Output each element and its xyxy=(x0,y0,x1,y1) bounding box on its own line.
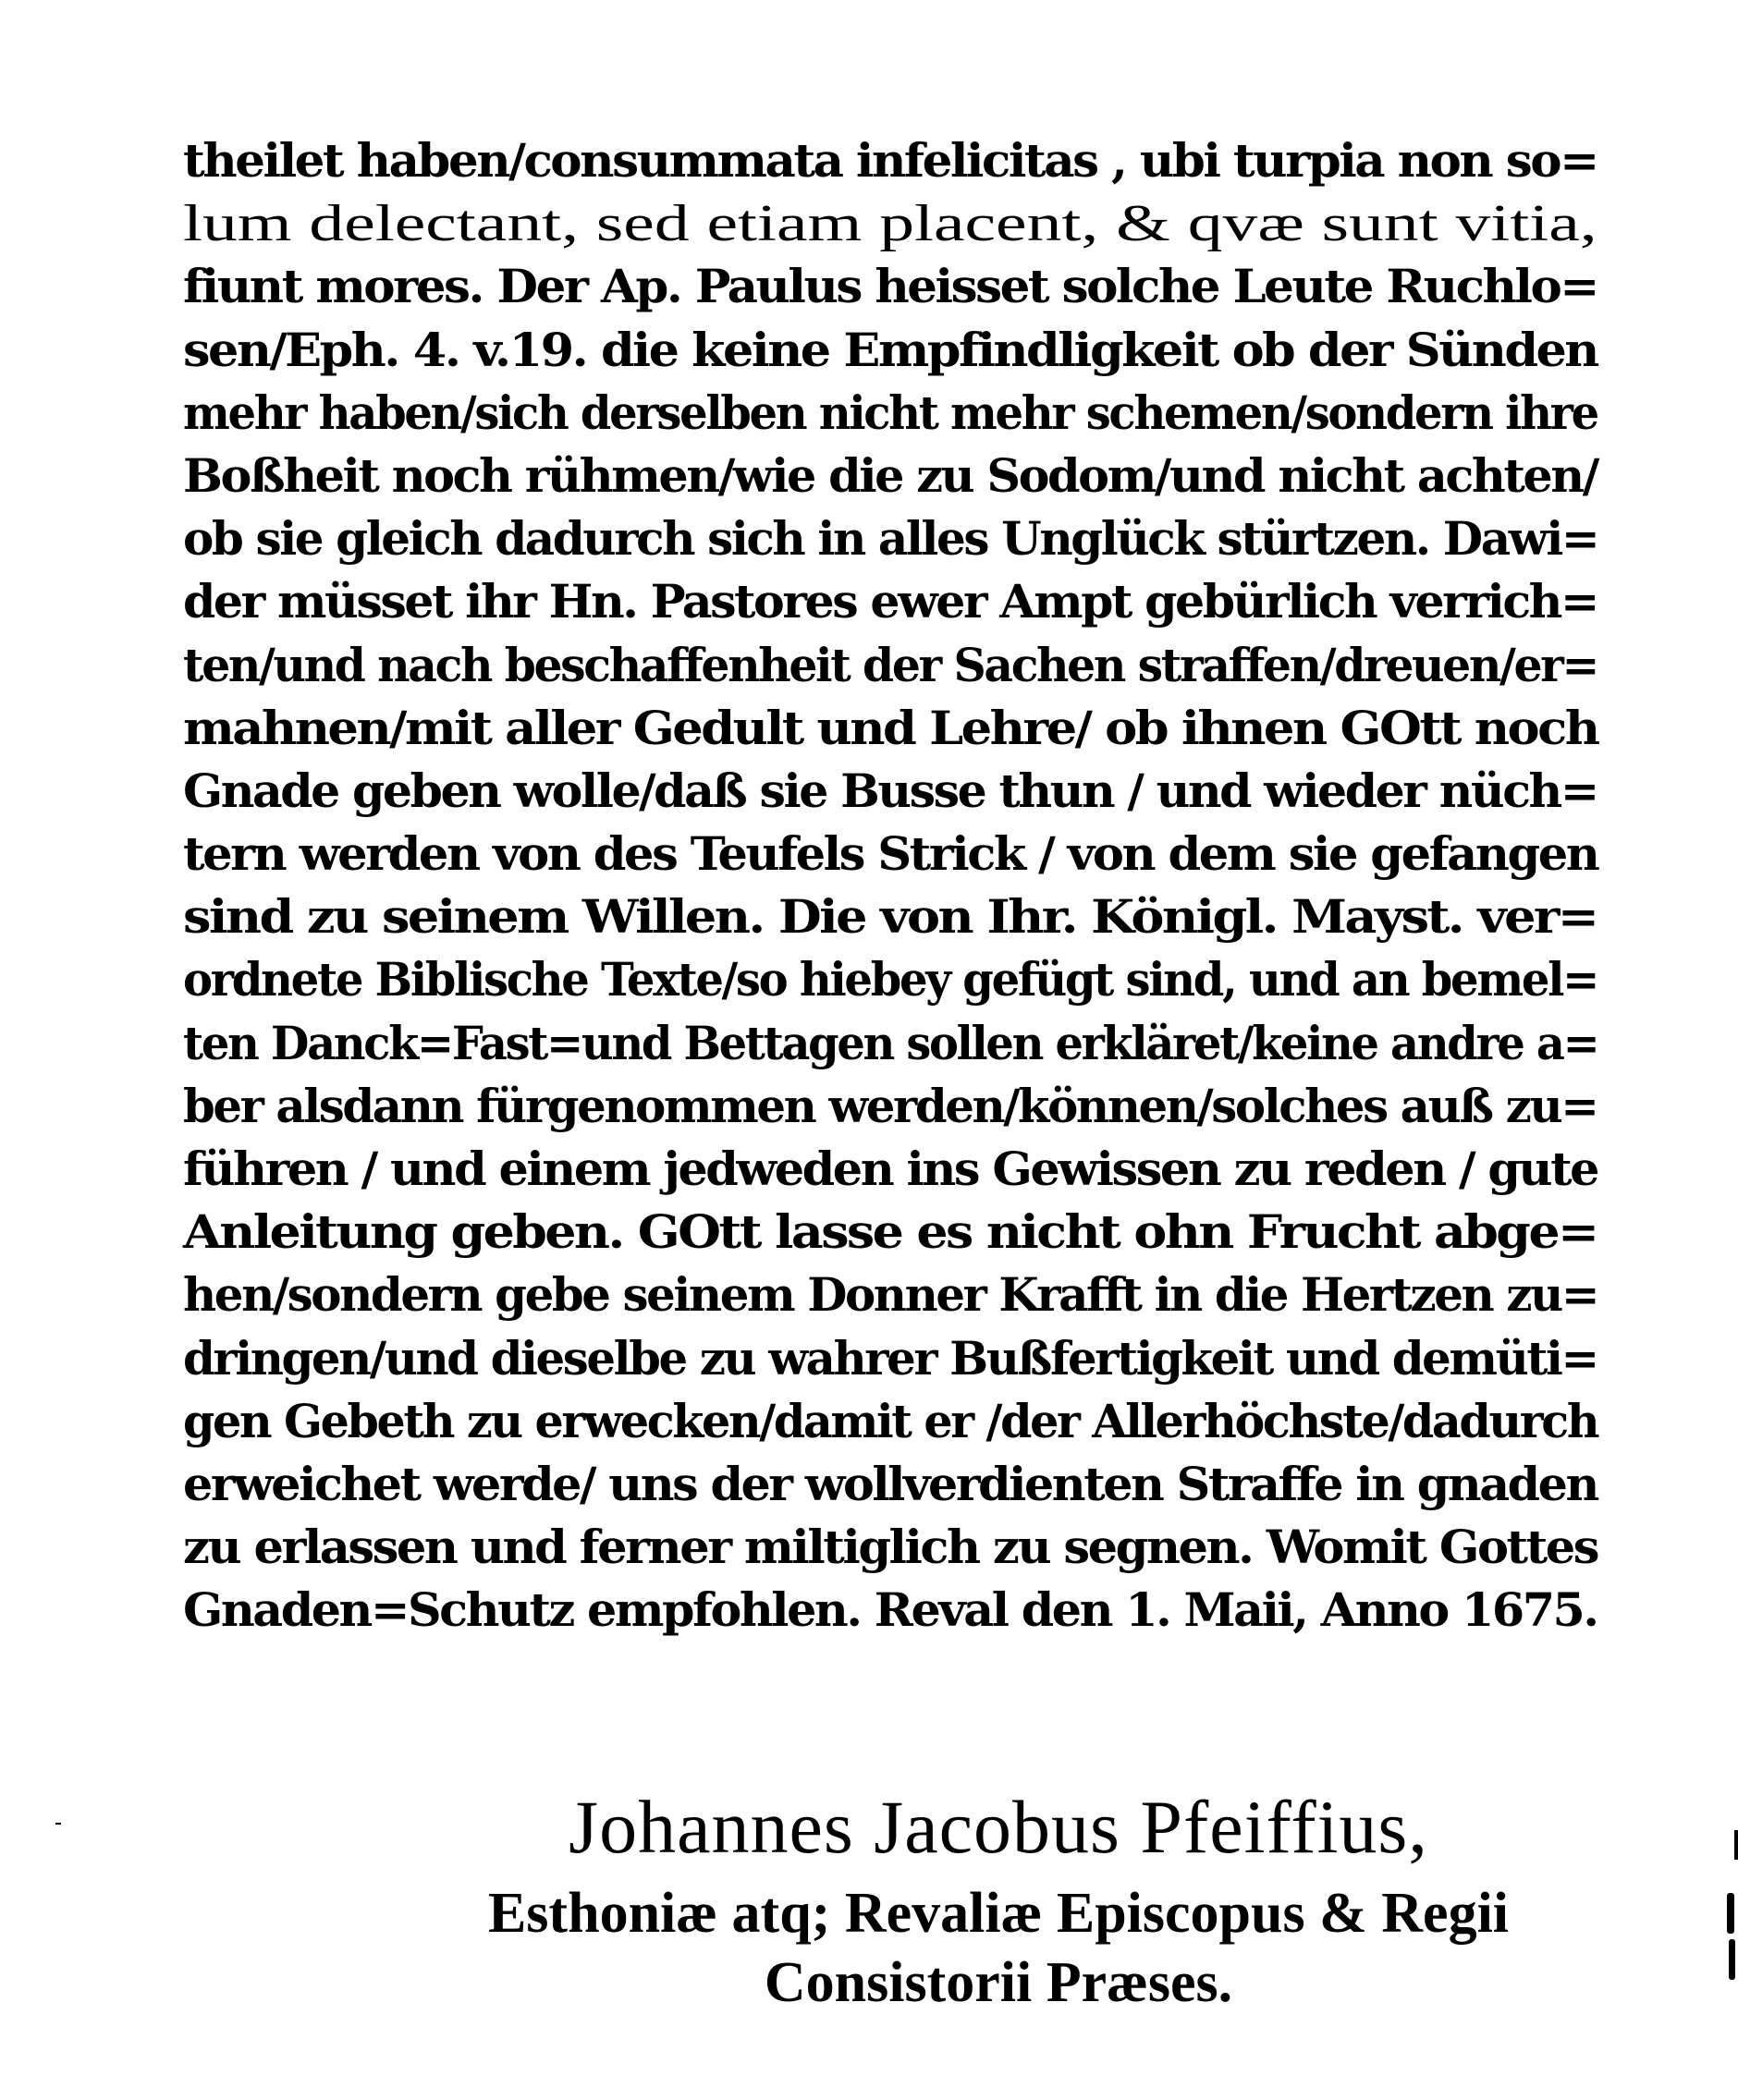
right-edge-mark-1 xyxy=(1734,1830,1738,1860)
text-line-23: zu erlassen und ferner miltiglich zu segnen. Womit Gottes xyxy=(183,1520,1597,1575)
right-edge-mark-2 xyxy=(1727,1893,1734,1934)
text-line-17: führen / und einem jedweden ins Gewissen zu reden / gute xyxy=(183,1142,1598,1196)
text-line-20: dringen/und dieselbe zu wahrer Bußfertigkeit und demüti= xyxy=(183,1330,1597,1386)
text-line-19: hen/sondern gebe seinem Donner Krafft in die Hertzen zu= xyxy=(183,1267,1598,1323)
text-line-22: erweichet werde/ uns der wollverdienten Straffe in gnaden xyxy=(183,1456,1597,1511)
text-line-15: ten Danck=Fast=und Bettagen sollen erkläret/keine andre a= xyxy=(183,1015,1598,1070)
text-line-21: gen Gebeth zu erwecken/damit er /der Allerhöchste/dadurch xyxy=(183,1393,1598,1448)
text-line-13: sind zu seinem Willen. Die von Ihr. Königl. Mayst. ver= xyxy=(183,889,1597,945)
text-line-11: Gnade geben wolle/daß sie Busse thun / und wieder nüch= xyxy=(183,763,1597,818)
text-line-9: ten/und nach beschaffenheit der Sachen straffen/dreuen/er= xyxy=(183,637,1598,692)
right-edge-mark-3 xyxy=(1729,1939,1735,1980)
body-text xyxy=(183,129,1597,1642)
signature-title-line-2: Consistorii Præses. xyxy=(764,1951,1233,2014)
margin-dash-mark xyxy=(55,1823,61,1825)
text-line-12: tern werden von des Teufels Strick / von dem sie gefangen xyxy=(183,826,1598,882)
signature-title-line-1: Esthoniæ atq; Revaliæ Episcopus & Regii xyxy=(487,1882,1510,1945)
text-line-1: theilet haben/consummata infelicitas , ubi turpia non so= xyxy=(183,133,1597,188)
text-line-7: ob sie gleich dadurch sich in alles Unglück stürtzen. Dawi= xyxy=(183,511,1598,567)
text-line-18: Anleitung geben. GOtt lasse es nicht ohn Frucht abge= xyxy=(183,1204,1597,1260)
text-line-4: sen/Eph. 4. v.19. die keine Empfindligkeit ob der Sünden xyxy=(183,322,1597,377)
text-line-14: ordnete Biblische Texte/so hiebey gefügt sind, und an bemel= xyxy=(183,952,1598,1007)
text-line-8: der müsset ihr Hn. Pastores ewer Ampt gebürlich verrich= xyxy=(183,574,1597,629)
text-line-3: fiunt mores. Der Ap. Paulus heisset solche Leute Ruchlo= xyxy=(183,259,1597,314)
text-line-5: mehr haben/sich derselben nicht mehr schemen/sondern ihre xyxy=(183,385,1597,440)
text-line-2: lum delectant, sed etiam placent, & qvæ sunt vitia, xyxy=(183,195,1597,253)
text-line-24: Gnaden=Schutz empfohlen. Reval den 1. Maii, Anno 1675. xyxy=(183,1582,1597,1638)
signature-name: Johannes Jacobus Pfeiffius, xyxy=(569,1785,1428,1869)
text-line-6: Boßheit noch rühmen/wie die zu Sodom/und nicht achten/ xyxy=(183,447,1597,503)
text-line-10: mahnen/mit aller Gedult und Lehre/ ob ihnen GOtt noch xyxy=(183,700,1598,755)
text-line-16: ber alsdann fürgenommen werden/können/solches auß zu= xyxy=(183,1078,1597,1133)
